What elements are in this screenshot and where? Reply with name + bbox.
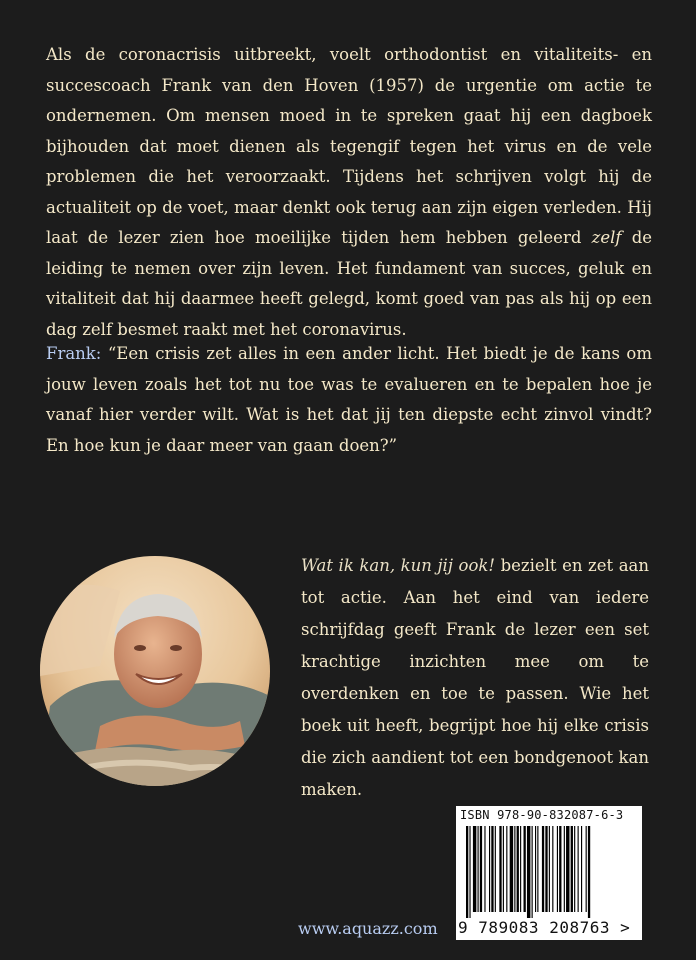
barcode-bar bbox=[478, 826, 479, 912]
intro-text: Als de coronacrisis uitbreekt, voelt orthodontist en vitaliteits- en succescoach Frank van den Hoven (1957) de urgentie om actie te ondernemen. Om mensen moed in te spreken gaat hij een dagboek bijhouden dat moet dienen als tegengif tegen het virus en de vele problemen die het veroorzaakt. Tijdens het schrijven volgt hij de actualiteit op de voet, maar denkt ook terug aan zijn eigen verleden. Hij laat de lezer zien hoe moeilijke tijden hem hebben geleerd bbox=[46, 45, 652, 247]
blurb-text: bezielt en zet aan tot actie. Aan het eind van iedere schrijfdag geeft Frank de lezer een set krachtige inzichten mee om te overdenken en toe te passen. Wie het boek uit heeft, begrijpt hoe hij elke crisis die zich aandient tot een bondgenoot kan maken. bbox=[301, 556, 649, 799]
barcode-bar bbox=[571, 826, 573, 912]
barcode-bar bbox=[537, 826, 538, 912]
author-portrait-illustration bbox=[40, 556, 270, 786]
barcode-bar bbox=[495, 826, 496, 912]
author-photo bbox=[40, 556, 270, 786]
author-quote bbox=[46, 339, 652, 461]
barcode-digits: 9 789083 208763 > bbox=[458, 918, 631, 937]
barcode-bar bbox=[489, 826, 490, 912]
barcode-bar bbox=[484, 826, 485, 912]
barcode-bar bbox=[469, 826, 470, 918]
barcode-bar bbox=[559, 826, 561, 912]
barcode-bar bbox=[564, 826, 565, 912]
barcode-bar bbox=[520, 826, 521, 912]
barcode-bar bbox=[517, 826, 519, 912]
barcode-bar bbox=[586, 826, 587, 912]
barcode-bar bbox=[542, 826, 544, 912]
barcode-bar bbox=[514, 826, 515, 912]
barcode-bar bbox=[532, 826, 533, 918]
barcode-bar bbox=[503, 826, 504, 912]
book-title: Wat ik kan, kun jij ook! bbox=[301, 556, 496, 575]
barcode-bar bbox=[552, 826, 553, 912]
barcode-bars bbox=[464, 826, 636, 918]
barcode-bar bbox=[499, 826, 501, 912]
barcode-bar bbox=[491, 826, 493, 912]
intro-emphasis: zelf bbox=[591, 228, 622, 247]
barcode-bar bbox=[480, 826, 482, 912]
barcode-bar bbox=[557, 826, 558, 912]
quote-speaker: Frank: bbox=[46, 344, 102, 363]
barcode-bar bbox=[581, 826, 582, 912]
barcode-bar bbox=[588, 826, 590, 918]
book-blurb bbox=[301, 550, 649, 806]
barcode-bar bbox=[574, 826, 575, 912]
barcode-bar bbox=[506, 826, 507, 912]
website-link[interactable]: www.aquazz.com bbox=[298, 919, 438, 938]
barcode-bar bbox=[566, 826, 569, 912]
barcode-bar bbox=[535, 826, 536, 912]
isbn-label: ISBN 978-90-832087-6-3 bbox=[460, 808, 624, 822]
barcode-bar bbox=[510, 826, 513, 912]
intro-text-after: de leiding te nemen over zijn leven. Het fundament van succes, geluk en vitaliteit dat hij daarmee heeft gelegd, komt goed van pas als hij op een dag zelf besmet raakt met het coronavirus. bbox=[46, 228, 653, 339]
intro-paragraph bbox=[46, 40, 652, 345]
barcode-bar bbox=[549, 826, 550, 912]
barcode-bar bbox=[473, 826, 476, 912]
barcode-bar bbox=[524, 826, 526, 912]
isbn-barcode bbox=[456, 806, 642, 940]
barcode-bar bbox=[545, 826, 547, 912]
barcode-bar bbox=[527, 826, 530, 918]
barcode-bar bbox=[466, 826, 468, 918]
barcode-bar bbox=[578, 826, 579, 912]
quote-text: “Een crisis zet alles in een ander licht. Het biedt je de kans om jouw leven zoals het tot nu toe was te evalueren en te bepalen hoe je vanaf hier verder wilt. Wat is het dat jij ten diepste echt zinvol vindt? En hoe kun je daar meer van gaan doen?” bbox=[46, 344, 653, 455]
